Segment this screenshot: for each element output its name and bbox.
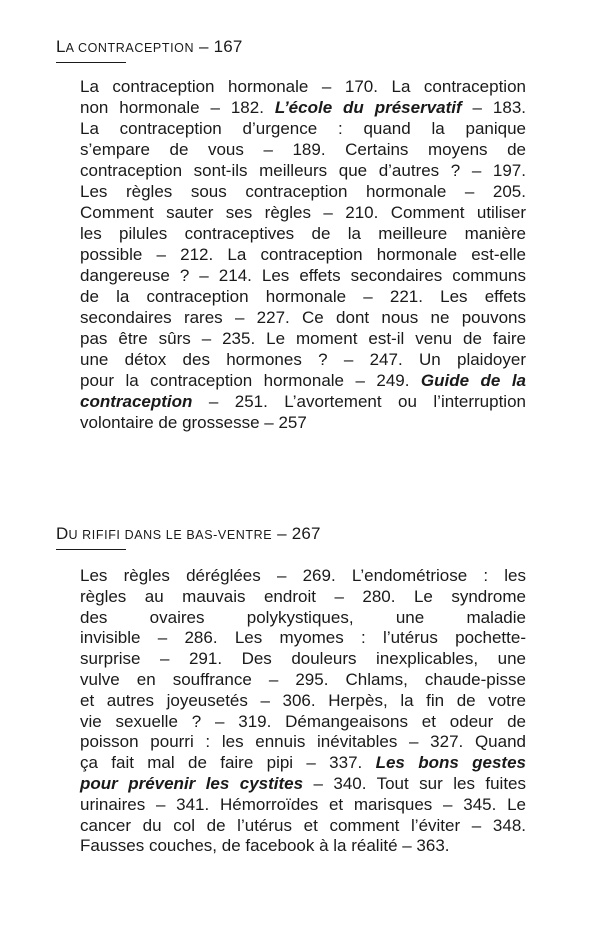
toc-line: [80, 774, 526, 795]
toc-line: Comment sauter ses règles – 210. Comment utiliser: [80, 203, 526, 222]
section-heading-contraception: [56, 37, 243, 58]
toc-line: secondaires rares – 227. Ce dont nous ne pouvons: [80, 308, 526, 327]
heading-underline: [56, 549, 126, 550]
heading-page-number: – 267: [272, 524, 321, 543]
toc-page: – 183.: [461, 98, 526, 117]
toc-line: vie sexuelle ? – 319. Démangeaisons et odeur de: [80, 711, 526, 731]
toc-emphasis-guide: contraception: [80, 392, 193, 411]
section-heading-rififi: [56, 524, 321, 545]
toc-emphasis-ecole: L’école du préservatif: [274, 98, 462, 117]
toc-entries-contraception: [80, 76, 526, 433]
toc-line: contraception sont-ils meilleurs que d’autres ? – 197.: [80, 161, 526, 180]
toc-line: cancer du col de l’utérus et comment l’éviter – 348.: [80, 815, 526, 835]
heading-title: U RIFIFI DANS LE BAS-VENTRE: [68, 528, 273, 542]
toc-emphasis-guide: Guide de la: [420, 371, 526, 390]
toc-line: urinaires – 341. Hémorroïdes et marisques – 345. Le: [80, 794, 526, 814]
toc-line: [80, 753, 526, 774]
toc-line: vulve en souffrance – 295. Chlams, chaude-pisse: [80, 669, 526, 689]
toc-line: [80, 97, 526, 118]
heading-initial: D: [56, 524, 69, 543]
toc-entries-rififi: [80, 566, 526, 857]
toc-line: une détox des hormones ? – 247. Un plaidoyer: [80, 350, 526, 369]
heading-page-number: – 167: [194, 37, 243, 56]
toc-line: [80, 391, 526, 412]
toc-line: les pilules contraceptives de la meilleure manière: [80, 224, 526, 243]
toc-line: La contraception hormonale – 170. La contraception: [80, 77, 526, 96]
toc-line: de la contraception hormonale – 221. Les effets: [80, 287, 526, 306]
toc-line: poisson pourri : les ennuis inévitables – 327. Quand: [80, 732, 526, 752]
toc-emphasis-bons-gestes: pour prévenir les cystites: [80, 773, 304, 793]
toc-line: [80, 370, 526, 391]
toc-line: et autres joyeusetés – 306. Herpès, la fin de votre: [80, 690, 526, 710]
toc-text: – 251. L’avortement ou l’interruption: [192, 392, 526, 411]
toc-line: pas être sûrs – 235. Le moment est-il venu de faire: [80, 329, 526, 348]
toc-emphasis-bons-gestes: Les bons gestes: [375, 753, 527, 773]
heading-initial: L: [56, 37, 66, 56]
toc-line: s’empare de vous – 189. Certains moyens de: [80, 140, 526, 159]
heading-title: A CONTRACEPTION: [65, 41, 195, 55]
toc-text: non hormonale – 182.: [80, 98, 275, 117]
toc-text: – 340. Tout sur les fuites: [303, 773, 526, 793]
toc-line: Les règles sous contraception hormonale – 205.: [80, 182, 526, 201]
toc-line: des ovaires polykystiques, une maladie: [80, 607, 526, 627]
heading-underline: [56, 62, 126, 63]
toc-line: La contraception d’urgence : quand la panique: [80, 119, 526, 138]
toc-line: dangereuse ? – 214. Les effets secondaires communs: [80, 266, 526, 285]
toc-line: surprise – 291. Des douleurs inexplicables, une: [80, 649, 526, 669]
toc-line: Les règles déréglées – 269. L’endométriose : les: [80, 566, 526, 585]
toc-text: pour la contraception hormonale – 249.: [80, 371, 421, 390]
toc-line: Fausses couches, de facebook à la réalité – 363.: [80, 836, 450, 856]
toc-line: règles au mauvais endroit – 280. Le syndrome: [80, 586, 526, 606]
toc-line: invisible – 286. Les myomes : l’utérus pochette-: [80, 628, 526, 648]
toc-text: ça fait mal de faire pipi – 337.: [80, 753, 376, 773]
toc-line: possible – 212. La contraception hormonale est-elle: [80, 245, 526, 264]
toc-line: volontaire de grossesse – 257: [80, 413, 307, 432]
